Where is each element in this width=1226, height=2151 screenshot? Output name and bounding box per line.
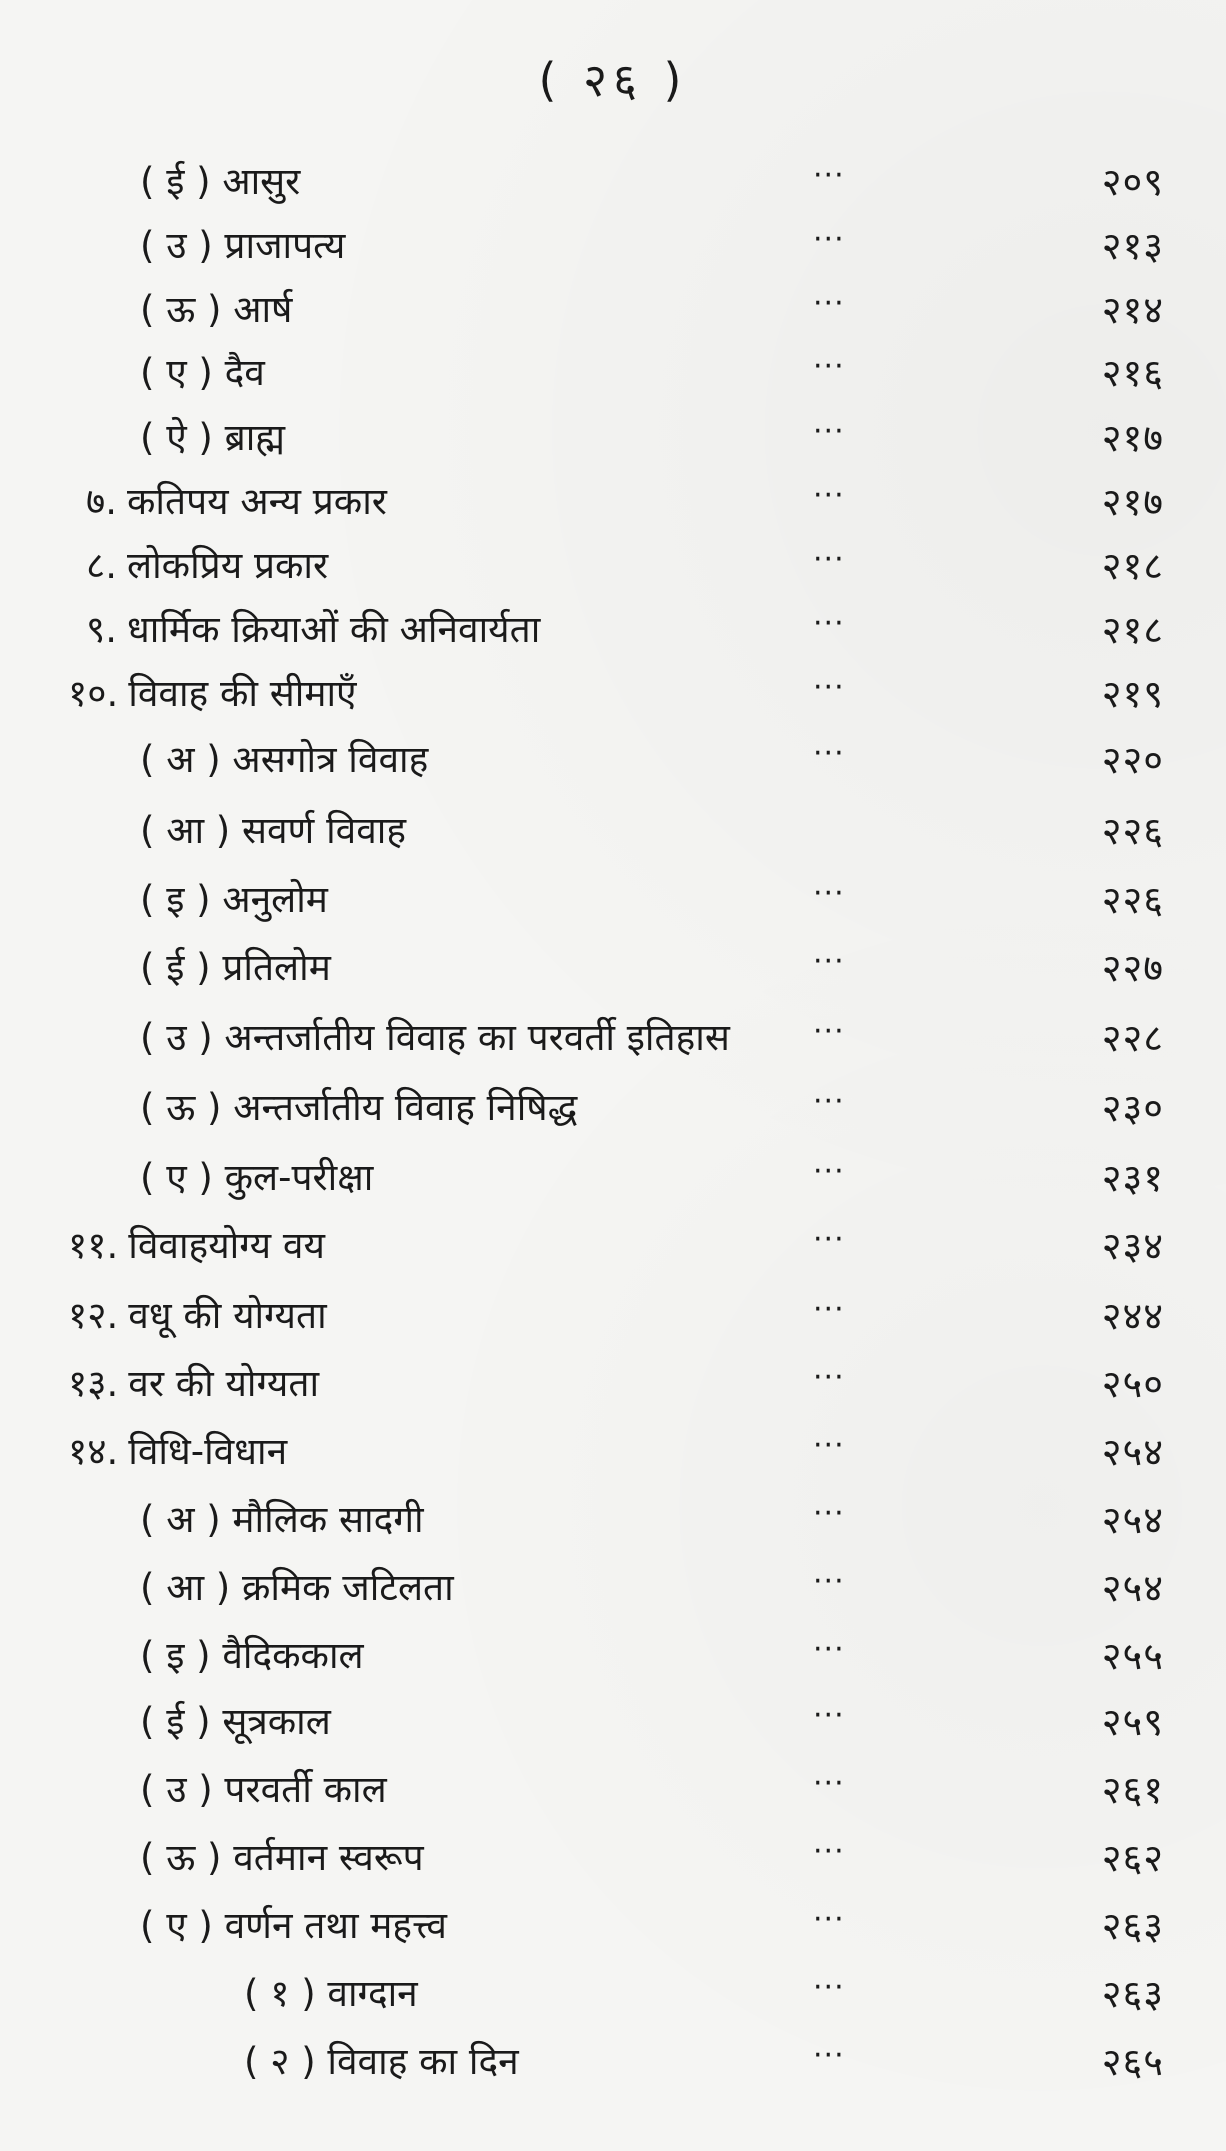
toc-entry-number: ९. xyxy=(86,608,118,651)
toc-entry-label xyxy=(68,1282,327,1350)
toc-entry xyxy=(0,1418,1226,1486)
toc-entry-label xyxy=(68,1212,325,1280)
toc-leader-dots: ··· xyxy=(813,736,845,771)
toc-entry-label: ( ऊ ) अन्तर्जातीय विवाह निषिद्ध xyxy=(140,1086,578,1129)
toc-entry xyxy=(0,1350,1226,1418)
toc-entry-label: ( ऊ ) वर्तमान स्वरूप xyxy=(140,1836,424,1879)
toc-entry xyxy=(0,404,1226,472)
toc-page-number: २१७ xyxy=(1101,480,1164,524)
toc-leader-dots: ··· xyxy=(813,478,845,513)
toc-page-number: २१७ xyxy=(1101,416,1164,460)
toc-leader-dots: ··· xyxy=(813,1698,845,1733)
toc-page-number: २३४ xyxy=(1101,1224,1164,1268)
toc-entry-label: ( अ ) असगोत्र विवाह xyxy=(140,738,429,781)
toc-page-number: २०९ xyxy=(1101,160,1164,204)
toc-entry-number: १०. xyxy=(68,672,119,715)
toc-entry-label: ( ई ) सूत्रकाल xyxy=(140,1700,331,1743)
toc-leader-dots: ··· xyxy=(813,158,845,193)
toc-entry-label: ( उ ) परवर्ती काल xyxy=(140,1768,387,1811)
toc-leader-dots: ··· xyxy=(813,1496,845,1531)
toc-entry xyxy=(0,1212,1226,1280)
toc-entry-text: विवाह की सीमाएँ xyxy=(128,672,357,715)
toc-leader-dots: ··· xyxy=(813,222,845,257)
toc-entry xyxy=(0,1074,1226,1142)
toc-leader-dots: ··· xyxy=(813,1564,845,1599)
toc-page-number: २१४ xyxy=(1101,288,1164,332)
toc-leader-dots: ··· xyxy=(813,1428,845,1463)
toc-entry xyxy=(0,1486,1226,1554)
toc-leader-dots: ··· xyxy=(813,1084,845,1119)
toc-entry-label xyxy=(86,532,328,600)
toc-leader-dots: ··· xyxy=(813,876,845,911)
toc-entry xyxy=(0,934,1226,1002)
toc-entry-label xyxy=(68,660,357,728)
toc-leader-dots: ··· xyxy=(813,944,845,979)
toc-entry-label: ( ऐ ) ब्राह्म xyxy=(140,416,285,459)
toc-entry xyxy=(0,1688,1226,1756)
toc-entry xyxy=(0,1282,1226,1350)
toc-leader-dots: ··· xyxy=(813,286,845,321)
toc-entry xyxy=(0,1892,1226,1960)
toc-entry xyxy=(0,797,1226,865)
toc-entry-text: कतिपय अन्य प्रकार xyxy=(127,480,387,523)
toc-entry-label: ( अ ) मौलिक सादगी xyxy=(140,1498,424,1541)
toc-page-number: २६३ xyxy=(1101,1904,1164,1948)
toc-page-number: २६३ xyxy=(1101,1972,1164,2016)
toc-page-number: २२८ xyxy=(1101,1016,1164,1060)
toc-page-number: २२० xyxy=(1101,738,1164,782)
toc-leader-dots: ··· xyxy=(813,414,845,449)
toc-leader-dots: ··· xyxy=(813,1902,845,1937)
toc-leader-dots: ··· xyxy=(813,542,845,577)
toc-page-number: २१९ xyxy=(1101,672,1164,716)
toc-entry-label: ( ए ) कुल-परीक्षा xyxy=(140,1156,374,1199)
toc-leader-dots: ··· xyxy=(813,1632,845,1667)
toc-entry-number: ८. xyxy=(86,544,118,587)
toc-page-number: २२६ xyxy=(1101,809,1164,853)
toc-page-number: २३० xyxy=(1101,1086,1164,1130)
toc-entry-label: ( इ ) वैदिककाल xyxy=(140,1634,364,1677)
toc-leader-dots: ··· xyxy=(813,1292,845,1327)
toc-page-number: २५४ xyxy=(1101,1498,1164,1542)
toc-entry xyxy=(0,1622,1226,1690)
toc-entry-label: ( ई ) प्रतिलोम xyxy=(140,946,331,989)
toc-entry xyxy=(0,1960,1226,2028)
toc-leader-dots: ··· xyxy=(813,1766,845,1801)
toc-entry xyxy=(0,1554,1226,1622)
page-number: ( २६ ) xyxy=(538,53,688,107)
toc-entry-number: ११. xyxy=(68,1224,119,1267)
toc-entry xyxy=(0,148,1226,216)
toc-entry-text: विधि-विधान xyxy=(128,1430,288,1473)
toc-entry-label: ( उ ) अन्तर्जातीय विवाह का परवर्ती इतिहास xyxy=(140,1016,730,1059)
toc-entry-label xyxy=(68,1350,319,1418)
toc-entry xyxy=(0,596,1226,664)
toc-entry xyxy=(0,1824,1226,1892)
toc-entry xyxy=(0,339,1226,407)
toc-entry-text: वर की योग्यता xyxy=(128,1362,320,1405)
toc-leader-dots: ··· xyxy=(813,2038,845,2073)
toc-leader-dots: ··· xyxy=(813,1360,845,1395)
toc-page-number: २२७ xyxy=(1101,946,1164,990)
toc-entry-label: ( आ ) सवर्ण विवाह xyxy=(140,809,407,852)
toc-entry-number: १३. xyxy=(68,1362,119,1405)
toc-page-number: २१६ xyxy=(1101,351,1164,395)
toc-page-number: २१३ xyxy=(1101,224,1164,268)
toc-entry-text: लोकप्रिय प्रकार xyxy=(127,544,329,587)
toc-entry xyxy=(0,726,1226,794)
toc-entry-label: ( ऊ ) आर्ष xyxy=(140,288,293,331)
toc-entry xyxy=(0,866,1226,934)
toc-entry-number: ७. xyxy=(86,480,118,523)
toc-entry xyxy=(0,1144,1226,1212)
toc-entry-label: ( इ ) अनुलोम xyxy=(140,878,328,921)
toc-leader-dots: ··· xyxy=(813,606,845,641)
toc-entry xyxy=(0,660,1226,728)
toc-page-number: २५० xyxy=(1101,1362,1164,1406)
toc-entry xyxy=(0,1004,1226,1072)
toc-leader-dots: ··· xyxy=(813,670,845,705)
toc-entry-text: वधू की योग्यता xyxy=(128,1294,327,1337)
toc-page-number: २४४ xyxy=(1101,1294,1164,1338)
toc-entry xyxy=(0,276,1226,344)
toc-leader-dots: ··· xyxy=(813,1222,845,1257)
toc-leader-dots: ··· xyxy=(813,1970,845,2005)
toc-page-number: २६१ xyxy=(1101,1768,1164,1812)
toc-entry-label: ( २ ) विवाह का दिन xyxy=(244,2040,519,2083)
toc-entry-label: ( आ ) क्रमिक जटिलता xyxy=(140,1566,454,1609)
toc-entry-label: ( १ ) वाग्दान xyxy=(244,1972,418,2015)
toc-entry-label xyxy=(86,596,540,664)
toc-leader-dots: ··· xyxy=(813,1154,845,1189)
toc-leader-dots: ··· xyxy=(813,1834,845,1869)
toc-entry-label: ( ए ) वर्णन तथा महत्त्व xyxy=(140,1904,447,1947)
toc-entry-label: ( ई ) आसुर xyxy=(140,160,301,203)
toc-entry-label: ( ए ) दैव xyxy=(140,351,265,394)
toc-leader-dots: ··· xyxy=(813,349,845,384)
toc-page-number: २१८ xyxy=(1101,544,1164,588)
toc-page-number: २५५ xyxy=(1101,1634,1164,1678)
toc-page-number: २६२ xyxy=(1101,1836,1164,1880)
toc-leader-dots: ··· xyxy=(813,1014,845,1049)
toc-entry xyxy=(0,532,1226,600)
toc-page-number: २२६ xyxy=(1101,878,1164,922)
toc-page-number: २५९ xyxy=(1101,1700,1164,1744)
toc-entry-label xyxy=(86,468,387,536)
toc-page-number: २१८ xyxy=(1101,608,1164,652)
toc-entry-text: विवाहयोग्य वय xyxy=(128,1224,325,1267)
toc-page-number: २६५ xyxy=(1101,2040,1164,2084)
toc-entry-number: १२. xyxy=(68,1294,119,1337)
toc-page-number: २५४ xyxy=(1101,1430,1164,1474)
toc-entry xyxy=(0,468,1226,536)
toc-entry xyxy=(0,212,1226,280)
toc-entry-label: ( उ ) प्राजापत्य xyxy=(140,224,346,267)
toc-entry xyxy=(0,2028,1226,2096)
toc-page-number: २३१ xyxy=(1101,1156,1164,1200)
toc-entry-label xyxy=(68,1418,287,1486)
toc-entry-text: धार्मिक क्रियाओं की अनिवार्यता xyxy=(127,608,541,651)
toc-entry-number: १४. xyxy=(68,1430,119,1473)
toc-entry xyxy=(0,1756,1226,1824)
toc-page-number: २५४ xyxy=(1101,1566,1164,1610)
